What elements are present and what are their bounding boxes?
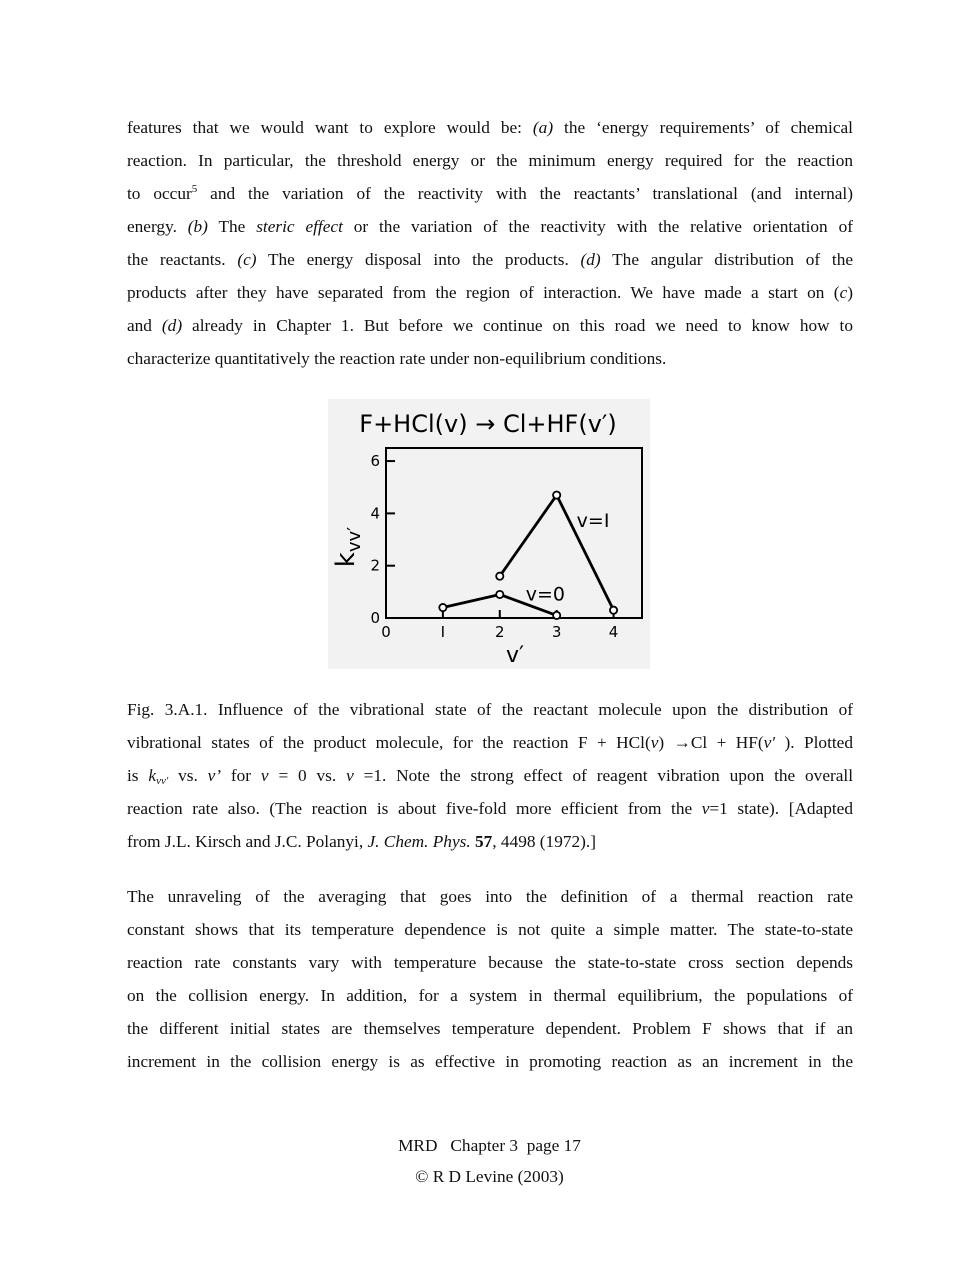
text-run: steric effect [256, 217, 343, 236]
figure-chart [328, 399, 650, 669]
x-tick-label: 3 [551, 623, 562, 641]
page-footer-chapter: MRD Chapter 3 page 17 [398, 1136, 581, 1155]
chart-title: F+HCl(v) → Cl+HF(v′) [359, 410, 617, 438]
text-run: The [207, 217, 257, 236]
text-run: (b) [187, 217, 208, 236]
body-paragraph-1 [127, 111, 853, 375]
series-label: v=I [576, 510, 610, 533]
text-line [127, 111, 853, 144]
text-line: the different initial states are themselves temperature dependent. Problem F shows that if an [127, 1019, 853, 1038]
text-line [127, 243, 853, 276]
series-label: v=0 [525, 583, 566, 606]
data-point [553, 612, 560, 619]
text-line [127, 726, 853, 759]
text-run: The energy disposal into the products. [256, 250, 581, 269]
text-run: features that we would want to explore would be: [127, 118, 533, 137]
subscript: vv′ [156, 775, 169, 787]
text-run: (d) [161, 316, 183, 335]
text-run: k [148, 766, 157, 785]
body-paragraph-2 [127, 880, 853, 1078]
text-line [127, 210, 853, 243]
text-run: the ‘energy requirements’ of chemical [553, 118, 853, 137]
y-axis-label-sub: vv′ [344, 526, 365, 553]
text-run: for [221, 766, 261, 785]
data-point [610, 607, 617, 614]
text-run: v’ [207, 766, 222, 785]
text-line [127, 825, 853, 858]
text-line: reaction rate constants vary with temperature because the state-to-state cross section depends [127, 953, 853, 972]
text-run: products after they have separated from the region of interaction. We have made a start on ( [127, 283, 840, 302]
text-run: the reactants. [127, 250, 238, 269]
text-run: , 4498 (1972).] [492, 832, 596, 851]
y-tick-label: 6 [370, 452, 380, 471]
text-run: (a) [532, 118, 554, 137]
x-tick-label: I [440, 623, 446, 641]
data-point [553, 491, 560, 498]
text-run: already in Chapter 1. But before we continue on this road we need to know how to [182, 316, 853, 335]
y-tick-label: 2 [370, 556, 380, 575]
text-line [127, 276, 853, 309]
text-run: energy. [127, 217, 188, 236]
text-run: v [650, 733, 659, 752]
text-run: reaction rate also. (The reaction is about five-fold more efficient from the [127, 799, 702, 818]
text-run: ) →Cl + HF( [658, 733, 764, 752]
text-line: characterize quantitatively the reaction rate under non-equilibrium conditions. [127, 349, 667, 368]
data-point [439, 604, 446, 611]
x-tick-label: 0 [381, 623, 391, 641]
line-chart [328, 399, 650, 669]
text-run: ) [847, 283, 853, 302]
text-run: v [701, 799, 710, 818]
text-run: to occur [127, 184, 192, 203]
figure-caption [127, 693, 853, 858]
text-run: is [127, 766, 149, 785]
y-tick-label: 0 [370, 609, 380, 627]
text-run: =1. Note the strong effect of reagent vibration upon the overall [353, 766, 854, 785]
x-tick-label: 2 [495, 623, 505, 641]
data-point [496, 573, 503, 580]
text-run: vs. [168, 766, 208, 785]
text-run: J. Chem. Phys. [367, 832, 471, 851]
text-run: and [127, 316, 162, 335]
text-line [127, 309, 853, 342]
text-run: and the variation of the reactivity with the reactants’ translational (and internal) [197, 184, 853, 203]
text-run: = 0 vs. [268, 766, 347, 785]
text-run: c [839, 283, 848, 302]
text-line: Fig. 3.A.1. Influence of the vibrational state of the reactant molecule upon the distribution of [127, 700, 853, 719]
text-run: 57 [475, 832, 493, 851]
text-line: constant shows that its temperature dependence is not quite a simple matter. The state-to-state [127, 920, 853, 939]
page-footer-copyright: © R D Levine (2003) [415, 1167, 564, 1186]
text-line: increment in the collision energy is as effective in promoting reaction as an increment in the [127, 1052, 853, 1071]
text-run: ). Plotted [775, 733, 853, 752]
text-run: or the variation of the reactivity with the relative orientation of [342, 217, 853, 236]
text-line [127, 759, 853, 792]
text-run: from J.L. Kirsch and J.C. Polanyi, [127, 832, 368, 851]
x-tick-label: 4 [608, 623, 619, 641]
text-run: vibrational states of the product molecule, for the reaction F + HCl( [127, 733, 651, 752]
y-tick-label: 4 [370, 504, 380, 523]
text-line: on the collision energy. In addition, for a system in thermal equilibrium, the populations of [127, 986, 853, 1005]
data-point [496, 591, 503, 598]
text-run: =1 state). [Adapted [709, 799, 853, 818]
text-run: v [346, 766, 354, 785]
text-line [127, 792, 853, 825]
y-axis-label [331, 527, 365, 567]
text-line: The unraveling of the averaging that goes into the definition of a thermal reaction rate [127, 887, 853, 906]
footnote-ref: 5 [191, 183, 198, 195]
text-run: (c) [237, 250, 257, 269]
text-line [127, 177, 853, 210]
text-run: The angular distribution of the [600, 250, 854, 269]
text-run: v′ [763, 733, 776, 752]
text-run: (d) [580, 250, 601, 269]
y-axis-label-main: k [331, 552, 361, 568]
text-run: v [260, 766, 269, 785]
x-axis-label: v′ [505, 643, 525, 668]
text-line: reaction. In particular, the threshold energy or the minimum energy required for the reaction [127, 151, 853, 170]
